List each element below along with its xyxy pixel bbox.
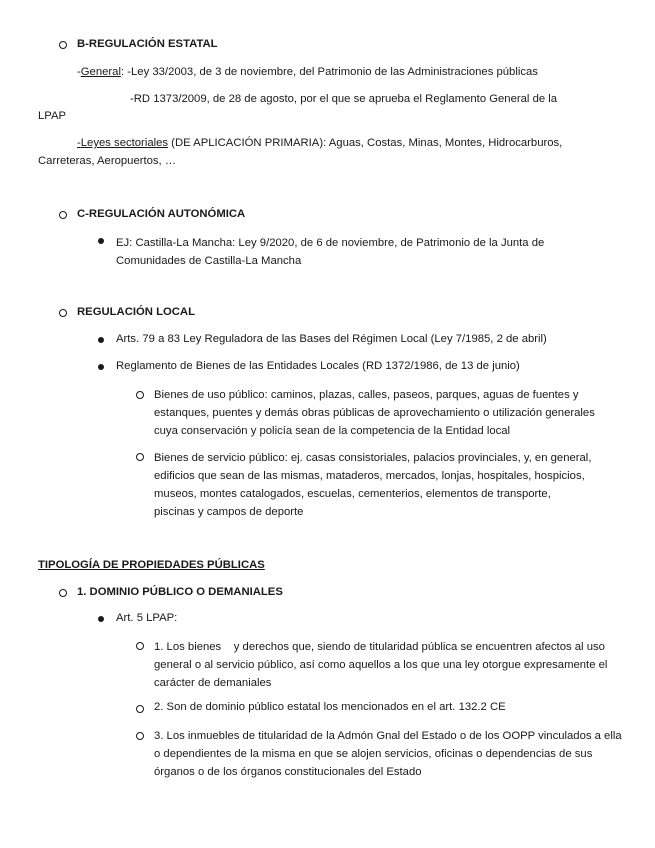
circle-bullet-icon <box>59 211 67 219</box>
sectoriales-prefix: - <box>77 137 81 149</box>
general-prefix: - <box>77 66 81 78</box>
autonomica-bullet: EJ: Castilla-La Mancha: Ley 9/2020, de 6 de noviembre, de Patrimonio de la Junta de Comunidades de Castilla-La Mancha <box>116 237 545 267</box>
section-heading-estatal: B-REGULACIÓN ESTATAL <box>77 38 218 50</box>
circle-bullet-icon <box>136 732 144 740</box>
local-sub-1: Bienes de uso público: caminos, plazas, calles, paseos, parques, aguas de fuentes y estanques, puentes y demás obras públicas de aprovechamiento o utilización generales cuya conservación y policía sean de la competencia de la Entidad local <box>154 389 595 437</box>
circle-bullet-icon <box>59 41 67 49</box>
section-heading-local: REGULACIÓN LOCAL <box>77 306 195 318</box>
disc-bullet-icon <box>98 364 104 370</box>
circle-bullet-icon <box>136 705 144 713</box>
circle-bullet-icon <box>59 309 67 317</box>
dominio-item-3: 3. Los inmuebles de titularidad de la Admón Gnal del Estado o de los OOPP vinculados a ella o dependientes de la misma en que se alojen servicios, oficinas o dependencias de sus órganos o de los órganos constitucionales del Estado <box>154 730 622 778</box>
sectoriales-label: Leyes sectoriales <box>80 137 169 149</box>
line-sectoriales <box>77 137 562 149</box>
sectoriales-rest: (DE APLICACIÓN PRIMARIA): Aguas, Costas, Minas, Montes, Hidrocarburos, <box>168 137 563 149</box>
rd1373-cont: LPAP <box>38 110 67 122</box>
general-label: General <box>80 66 121 78</box>
general-sep: : <box>120 66 128 78</box>
disc-bullet-icon <box>98 616 104 622</box>
local-sub-2: Bienes de servicio público: ej. casas consistoriales, palacios provinciales, y, en general, edificios que sean de las mismas, mataderos, mercados, lonjas, hospitales, hospicios, museos, montes catalogados, escuelas, cementerios, elementos de transporte, piscinas y campos de deporte <box>154 452 592 518</box>
local-bullet-1: Arts. 79 a 83 Ley Reguladora de las Bases del Régimen Local (Ley 7/1985, 2 de abril) <box>116 333 547 345</box>
dominio-heading: 1. DOMINIO PÚBLICO O DEMANIALES <box>77 586 283 598</box>
dominio-item-2: 2. Son de dominio público estatal los mencionados en el art. 132.2 CE <box>154 701 506 713</box>
circle-bullet-icon <box>59 589 67 597</box>
circle-bullet-icon <box>136 391 144 399</box>
circle-bullet-icon <box>136 453 144 461</box>
rd1373-text: -RD 1373/2009, de 28 de agosto, por el que se aprueba el Reglamento General de la <box>130 93 558 105</box>
section-heading-autonomica: C-REGULACIÓN AUTONÓMICA <box>77 208 246 220</box>
disc-bullet-icon <box>98 238 104 244</box>
local-bullet-2: Reglamento de Bienes de las Entidades Locales (RD 1372/1986, de 13 de junio) <box>116 360 520 372</box>
ley33-text: -Ley 33/2003, de 3 de noviembre, del Patrimonio de las Administraciones públicas <box>127 66 538 78</box>
sectoriales-cont: Carreteras, Aeropuertos, … <box>38 155 177 167</box>
circle-bullet-icon <box>136 642 144 650</box>
disc-bullet-icon <box>98 337 104 343</box>
section-heading-tipologia: TIPOLOGÍA DE PROPIEDADES PÚBLICAS <box>38 559 265 571</box>
dominio-item-1: 1. Los bienes y derechos que, siendo de titularidad pública se encuentren afectos al uso general o al servicio público, así como aquellos a los que una ley otorgue expresamente el carácter de demaniales <box>154 641 611 689</box>
line-general-ley33 <box>77 66 538 78</box>
art5-label: Art. 5 LPAP: <box>116 612 178 624</box>
